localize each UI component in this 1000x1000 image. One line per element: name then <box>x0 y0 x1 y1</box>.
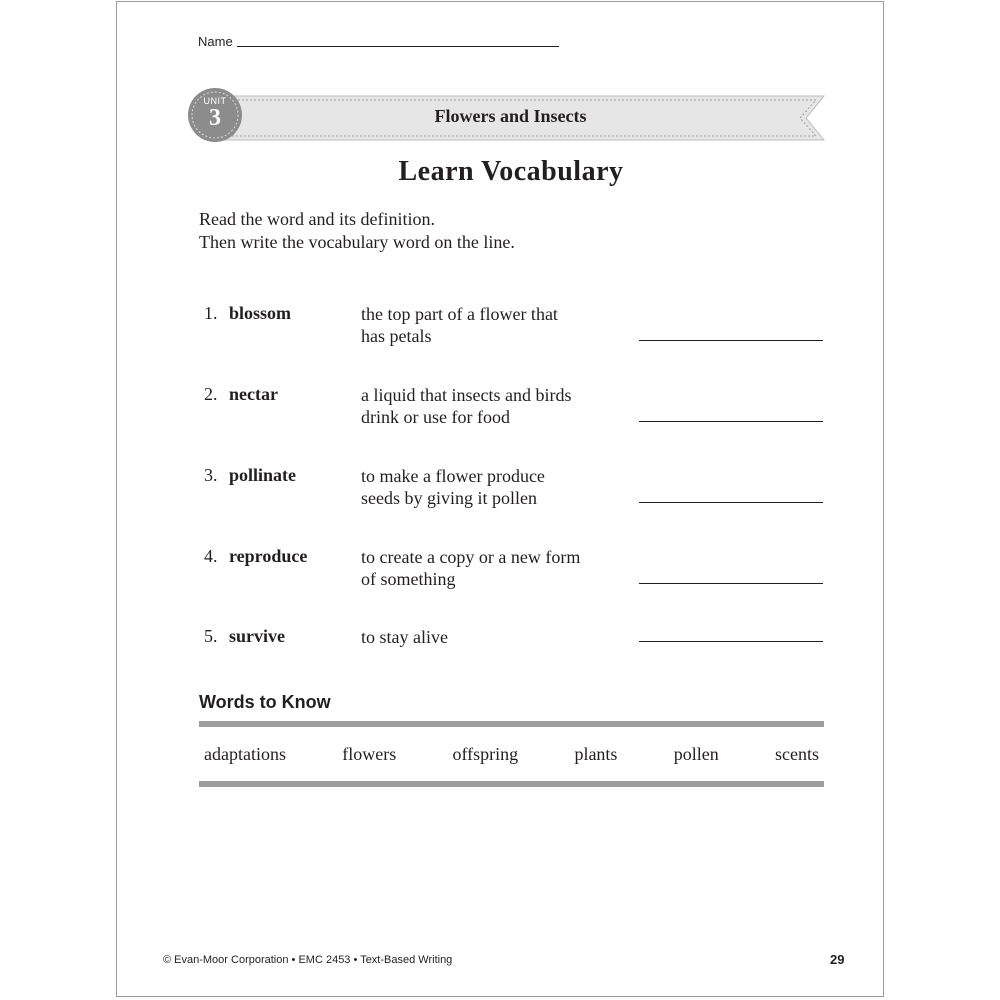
word-chip: scents <box>774 744 819 764</box>
name-field <box>198 34 568 50</box>
definition-line: to make a flower produce <box>361 466 545 486</box>
instruction-line: Read the word and its definition. <box>199 209 435 229</box>
unit-badge <box>188 88 242 142</box>
vocab-item <box>199 465 829 515</box>
vocab-number: 3. <box>204 465 218 485</box>
definition-line: the top part of a flower that <box>361 304 558 324</box>
instruction-line: Then write the vocabulary word on the line. <box>199 232 515 252</box>
definition-line: drink or use for food <box>361 407 510 427</box>
answer-line[interactable] <box>639 340 823 341</box>
words-to-know-list <box>199 744 824 765</box>
word-chip: pollen <box>673 744 719 764</box>
vocab-item <box>199 303 829 353</box>
definition-line: to create a copy or a new form <box>361 547 581 567</box>
footer-credit: © Evan-Moor Corporation • EMC 2453 • Text-Based Writing <box>163 954 453 966</box>
page-number: 29 <box>830 952 845 967</box>
banner-title: Flowers and Insects <box>434 106 587 126</box>
vocab-number: 1. <box>204 303 218 323</box>
page-title: Learn Vocabulary <box>398 156 624 187</box>
vocab-item <box>199 626 829 676</box>
vocab-word: reproduce <box>229 546 308 566</box>
word-chip: flowers <box>342 744 397 764</box>
vocab-word: pollinate <box>229 465 297 485</box>
unit-number: 3 <box>209 105 221 131</box>
instructions <box>199 208 515 254</box>
name-label: Name <box>198 34 233 49</box>
answer-line[interactable] <box>639 583 823 584</box>
unit-banner <box>188 86 828 146</box>
name-write-line <box>237 46 559 47</box>
vocab-item <box>199 384 829 434</box>
vocab-word: blossom <box>229 303 292 323</box>
vocab-definition <box>361 546 631 590</box>
answer-line[interactable] <box>639 502 823 503</box>
vocab-definition <box>361 384 631 428</box>
word-chip: plants <box>574 744 618 764</box>
vocab-number: 4. <box>204 546 218 566</box>
answer-line[interactable] <box>639 641 823 642</box>
definition-line: a liquid that insects and birds <box>361 385 572 405</box>
vocab-definition <box>361 303 631 347</box>
word-chip: adaptations <box>204 744 286 764</box>
words-to-know-bottom-bar <box>199 781 824 787</box>
definition-line: seeds by giving it pollen <box>361 488 537 508</box>
vocab-definition <box>361 465 631 509</box>
vocab-number: 5. <box>204 626 218 646</box>
vocab-definition <box>361 626 631 648</box>
word-chip: offspring <box>452 744 519 764</box>
definition-line: has petals <box>361 326 432 346</box>
words-to-know-top-bar <box>199 721 824 727</box>
definition-line: of something <box>361 569 456 589</box>
answer-line[interactable] <box>639 421 823 422</box>
definition-line: to stay alive <box>361 627 448 647</box>
vocab-item <box>199 546 829 596</box>
vocab-word: nectar <box>229 384 278 404</box>
unit-label: UNIT <box>203 96 227 106</box>
vocab-word: survive <box>229 626 285 646</box>
words-to-know-heading: Words to Know <box>199 692 331 712</box>
vocab-number: 2. <box>204 384 218 404</box>
